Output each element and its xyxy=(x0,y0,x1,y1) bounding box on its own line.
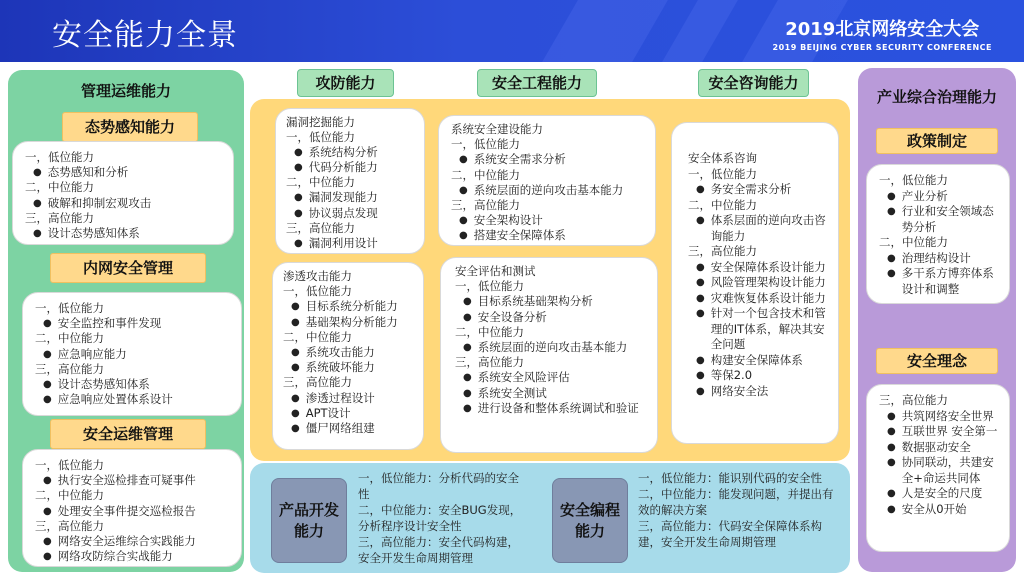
level-heading: 一，低位能力 xyxy=(283,284,352,299)
bullet-item xyxy=(879,440,1003,456)
level-heading: 三，高位能力 xyxy=(25,210,94,225)
bullet-icon: ● xyxy=(696,308,705,319)
bullet-text: 针对一个包含技术和管理的IT体系，解决其安全问题 xyxy=(710,306,826,351)
bullet-item xyxy=(35,534,233,549)
bullet-text: APT设计 xyxy=(305,405,351,420)
bullet-icon: ● xyxy=(43,318,52,330)
bullet-item xyxy=(35,316,233,331)
bullet-item xyxy=(688,291,832,307)
bullet-item xyxy=(451,213,649,228)
bullet-icon: ● xyxy=(463,296,472,308)
bullet-text: 目标系统基础架构分析 xyxy=(477,294,593,309)
bullet-text: 网络攻防综合实战能力 xyxy=(57,549,173,564)
bullet-item xyxy=(35,377,233,392)
bullet-icon: ● xyxy=(294,192,303,204)
conference-name: 2019北京网络安全大会 xyxy=(785,19,980,40)
situational-awareness-tag: 态势感知能力 xyxy=(62,112,198,142)
level-heading: 三，高位能力 xyxy=(879,393,948,407)
evaluation-box xyxy=(440,257,658,453)
level-heading: 三，高位能力 xyxy=(451,198,520,213)
bullet-icon: ● xyxy=(459,215,468,227)
bullet-text: 破解和抑制宏观攻击 xyxy=(47,195,152,210)
bullet-icon: ● xyxy=(459,154,468,166)
bullet-item xyxy=(25,165,225,180)
bullet-text: 行业和安全领域态势分析 xyxy=(901,204,994,234)
bullet-text: 处理安全事件提交巡检报告 xyxy=(57,503,196,518)
level-heading: 二，中位能力 xyxy=(879,235,948,249)
bullet-text: 治理结构设计 xyxy=(901,250,971,265)
level-heading: 二，中位能力 xyxy=(688,197,757,212)
bullet-icon: ● xyxy=(696,277,705,288)
bullet-item xyxy=(25,226,225,241)
bullet-text: 风险管理架构设计能力 xyxy=(710,275,826,289)
bullet-text: 多干系方博弈体系设计和调整 xyxy=(901,266,994,296)
text-line: 一，低位能力：能识别代码的安全性 xyxy=(638,471,822,485)
bullet-icon: ● xyxy=(459,230,468,242)
header-banner xyxy=(0,0,1024,62)
bullet-item xyxy=(451,183,649,198)
bullet-icon: ● xyxy=(463,372,472,384)
bullet-text: 系统层面的逆向攻击基本能力 xyxy=(473,182,624,197)
bullet-text: 安全设备分析 xyxy=(477,309,547,324)
level-heading: 三，高位能力 xyxy=(688,244,757,258)
bullet-text: 基础架构分析能力 xyxy=(305,314,398,329)
bullet-text: 目标系统分析能力 xyxy=(305,299,398,314)
bullet-icon: ● xyxy=(696,184,705,195)
vuln-mining-box xyxy=(275,108,425,254)
bullet-text: 务安全需求分析 xyxy=(710,182,792,196)
bullet-text: 共筑网络安全世界 xyxy=(901,408,994,423)
bullet-text: 协议弱点发现 xyxy=(308,205,378,220)
bullet-item xyxy=(879,424,1003,440)
bullet-item xyxy=(283,391,417,406)
bullet-text: 安全监控和事件发现 xyxy=(57,316,162,331)
bullet-icon: ● xyxy=(887,190,896,202)
bullet-icon: ● xyxy=(887,252,896,264)
bullet-item xyxy=(688,275,832,291)
bullet-text: 安全架构设计 xyxy=(473,213,543,228)
level-heading: 安全评估和测试 xyxy=(455,264,536,278)
bullet-item xyxy=(688,260,832,276)
bullet-icon: ● xyxy=(291,407,300,419)
bullet-text: 进行设备和整体系统调试和验证 xyxy=(477,400,639,415)
bullet-item xyxy=(283,299,417,314)
bullet-text: 网络安全法 xyxy=(710,383,769,398)
text-line: 三，高位能力：安全代码构建，安全开发生命周期管理 xyxy=(358,535,519,565)
bullet-item xyxy=(286,206,418,221)
bullet-item xyxy=(286,145,418,160)
bullet-item xyxy=(35,549,233,564)
bullet-icon: ● xyxy=(33,167,42,179)
level-heading: 一，低位能力 xyxy=(25,150,94,164)
bullet-icon: ● xyxy=(887,441,896,453)
bullet-icon: ● xyxy=(696,215,705,226)
bullet-icon: ● xyxy=(463,311,472,323)
bullet-item xyxy=(688,384,832,400)
bullet-icon: ● xyxy=(43,505,52,517)
security-concept-tag: 安全理念 xyxy=(876,348,998,374)
level-heading: 一，低位能力 xyxy=(35,301,104,315)
bullet-item xyxy=(688,368,832,384)
policy-box xyxy=(866,164,1010,304)
level-heading: 二，中位能力 xyxy=(35,488,104,503)
bullet-item xyxy=(455,310,649,325)
bullet-icon: ● xyxy=(887,268,896,279)
level-heading: 一，低位能力 xyxy=(35,458,104,472)
bullet-item xyxy=(451,152,649,167)
security-ops-box xyxy=(22,449,242,567)
bullet-text: 僵尸网络组建 xyxy=(305,421,375,436)
security-consulting-tag: 安全咨询能力 xyxy=(698,69,809,97)
bullet-item xyxy=(283,421,417,436)
bullet-icon: ● xyxy=(463,342,472,354)
bullet-icon: ● xyxy=(33,228,42,240)
bullet-item xyxy=(283,406,417,421)
bullet-text: 态势感知和分析 xyxy=(47,165,129,180)
header-decor xyxy=(542,0,668,62)
level-heading: 三，高位能力 xyxy=(35,361,104,376)
level-heading: 二，中位能力 xyxy=(35,331,104,346)
bullet-icon: ● xyxy=(43,394,52,406)
bullet-text: 体系层面的逆向攻击咨询能力 xyxy=(710,213,826,243)
security-concept-box xyxy=(866,384,1010,552)
bullet-text: 互联世界 安全第一 xyxy=(901,424,998,438)
bullet-text: 系统安全风险评估 xyxy=(477,370,570,385)
level-heading: 二，中位能力 xyxy=(286,175,355,190)
level-heading: 二，中位能力 xyxy=(451,167,520,182)
level-heading: 渗透攻击能力 xyxy=(283,269,352,283)
bullet-icon: ● xyxy=(887,206,896,217)
consulting-box xyxy=(671,122,839,444)
text-line: 二，中位能力：安全BUG发现，分析程序设计安全性 xyxy=(358,503,522,533)
bullet-text: 代码分析能力 xyxy=(308,160,378,175)
bullet-text: 系统结构分析 xyxy=(308,145,378,159)
bullet-item xyxy=(286,160,418,175)
bullet-text: 人是安全的尺度 xyxy=(901,486,983,500)
attack-defense-tag: 攻防能力 xyxy=(297,69,394,97)
bullet-icon: ● xyxy=(696,370,705,381)
bullet-icon: ● xyxy=(291,316,300,328)
security-ops-tag: 安全运维管理 xyxy=(50,419,206,449)
header-decor xyxy=(662,0,738,62)
bullet-text: 系统安全需求分析 xyxy=(473,152,566,167)
bullet-icon: ● xyxy=(887,488,896,499)
bullet-item xyxy=(688,182,832,198)
bullet-item xyxy=(35,504,233,519)
bullet-text: 执行安全巡检排查可疑事件 xyxy=(57,473,196,488)
bullet-text: 安全从0开始 xyxy=(901,501,967,516)
policy-tag: 政策制定 xyxy=(876,128,998,154)
bullet-icon: ● xyxy=(887,426,896,437)
level-heading: 一，低位能力 xyxy=(688,166,757,181)
bullet-item xyxy=(879,204,1003,235)
bullet-text: 网络安全运维综合实践能力 xyxy=(57,534,196,549)
conference-name-en: 2019 BEIJING CYBER SECURITY CONFERENCE xyxy=(772,43,992,52)
text-line: 二，中位能力：能发现问题，并提出有效的解决方案 xyxy=(638,487,834,517)
bullet-icon: ● xyxy=(696,292,705,304)
level-heading: 安全体系咨询 xyxy=(688,151,757,165)
level-heading: 一，低位能力 xyxy=(879,173,948,187)
bullet-icon: ● xyxy=(43,475,52,487)
bullet-text: 系统破坏能力 xyxy=(305,360,375,375)
bullet-item xyxy=(455,401,649,416)
level-heading: 三，高位能力 xyxy=(286,220,355,235)
bullet-icon: ● xyxy=(291,362,300,374)
bullet-icon: ● xyxy=(33,197,42,209)
bullet-text: 产业分析 xyxy=(901,188,948,203)
bullet-text: 安全保障体系设计能力 xyxy=(710,259,826,274)
bullet-icon: ● xyxy=(291,392,300,404)
bullet-text: 漏洞发现能力 xyxy=(308,190,378,205)
level-heading: 一，低位能力 xyxy=(451,137,520,152)
bullet-item xyxy=(879,189,1003,205)
bullet-item xyxy=(879,409,1003,425)
bullet-icon: ● xyxy=(887,410,896,422)
bullet-item xyxy=(455,294,649,309)
bullet-item xyxy=(879,502,1003,518)
bullet-text: 系统安全测试 xyxy=(477,385,547,400)
bullet-icon: ● xyxy=(294,162,303,174)
secure-coding-tag: 安全编程 能力 xyxy=(552,478,628,563)
bullet-item xyxy=(688,353,832,369)
bullet-icon: ● xyxy=(43,379,52,391)
secure-coding-text xyxy=(638,470,838,550)
bullet-text: 系统层面的逆向攻击基本能力 xyxy=(477,340,628,355)
level-heading: 二，中位能力 xyxy=(455,324,524,339)
bullet-item xyxy=(688,213,832,244)
product-dev-tag: 产品开发 能力 xyxy=(271,478,347,563)
bullet-item xyxy=(286,190,418,205)
bullet-icon: ● xyxy=(294,237,303,249)
bullet-item xyxy=(283,315,417,330)
bullet-item xyxy=(451,228,649,243)
bullet-item xyxy=(455,386,649,401)
bullet-icon: ● xyxy=(696,261,705,273)
bullet-icon: ● xyxy=(43,348,52,360)
bullet-item xyxy=(879,455,1003,486)
bullet-icon: ● xyxy=(696,385,705,397)
level-heading: 三，高位能力 xyxy=(455,355,524,370)
level-heading: 二，中位能力 xyxy=(25,180,94,195)
bullet-item xyxy=(35,347,233,362)
bullet-item xyxy=(879,486,1003,502)
bullet-icon: ● xyxy=(463,387,472,399)
bullet-icon: ● xyxy=(887,457,896,468)
situational-awareness-box xyxy=(12,141,234,245)
bullet-icon: ● xyxy=(294,207,303,219)
bullet-text: 漏洞利用设计 xyxy=(308,235,378,250)
management-title: 管理运维能力 xyxy=(80,82,171,100)
bullet-text: 搭建安全保障体系 xyxy=(473,228,566,243)
bullet-text: 等保2.0 xyxy=(710,368,753,382)
bullet-icon: ● xyxy=(463,402,472,414)
bullet-text: 设计态势感知体系 xyxy=(47,226,140,241)
bullet-text: 渗透过程设计 xyxy=(305,390,375,405)
bullet-item xyxy=(35,473,233,488)
bullet-item xyxy=(283,360,417,375)
bullet-icon: ● xyxy=(887,503,896,515)
bullet-text: 协同联动，共建安全+命运共同体 xyxy=(901,455,994,485)
level-heading: 系统安全建设能力 xyxy=(451,122,543,136)
bullet-text: 应急响应能力 xyxy=(57,346,127,361)
level-heading: 二，中位能力 xyxy=(283,329,352,344)
bullet-item xyxy=(688,306,832,353)
bullet-item xyxy=(286,236,418,251)
bullet-item xyxy=(455,340,649,355)
governance-title: 产业综合治理能力 xyxy=(876,88,997,106)
level-heading: 三，高位能力 xyxy=(35,518,104,533)
intranet-security-box xyxy=(22,292,242,416)
bullet-icon: ● xyxy=(291,423,300,435)
bullet-item xyxy=(35,392,233,407)
bullet-text: 应急响应处置体系设计 xyxy=(57,392,173,407)
bullet-item xyxy=(879,251,1003,267)
bullet-icon: ● xyxy=(43,551,52,563)
bullet-item xyxy=(283,345,417,360)
penetration-box xyxy=(272,262,424,450)
bullet-item xyxy=(455,370,649,385)
text-line: 三，高位能力：代码安全保障体系构建，安全开发生命周期管理 xyxy=(638,519,822,549)
bullet-item xyxy=(25,196,225,211)
level-heading: 一，低位能力 xyxy=(286,130,355,144)
bullet-text: 设计态势感知体系 xyxy=(57,377,150,392)
bullet-icon: ● xyxy=(459,184,468,196)
bullet-text: 系统攻击能力 xyxy=(305,345,375,360)
bullet-icon: ● xyxy=(294,147,303,158)
page-title: 安全能力全景 xyxy=(52,18,238,53)
product-dev-text xyxy=(358,470,530,566)
level-heading: 漏洞挖掘能力 xyxy=(286,115,355,129)
bullet-icon: ● xyxy=(43,536,52,548)
bullet-text: 数据驱动安全 xyxy=(901,439,971,454)
intranet-security-tag: 内网安全管理 xyxy=(50,253,206,283)
conference-logo xyxy=(773,15,992,52)
bullet-text: 灾难恢复体系设计能力 xyxy=(710,290,826,305)
bullet-icon: ● xyxy=(291,347,300,359)
text-line: 一，低位能力：分析代码的安全性 xyxy=(358,471,519,501)
bullet-icon: ● xyxy=(696,354,705,366)
level-heading: 一，低位能力 xyxy=(455,279,524,294)
system-build-box xyxy=(438,115,656,246)
level-heading: 三，高位能力 xyxy=(283,375,352,390)
bullet-icon: ● xyxy=(291,301,300,313)
bullet-text: 构建安全保障体系 xyxy=(710,352,803,367)
security-engineering-tag: 安全工程能力 xyxy=(477,69,597,97)
bullet-item xyxy=(879,266,1003,297)
